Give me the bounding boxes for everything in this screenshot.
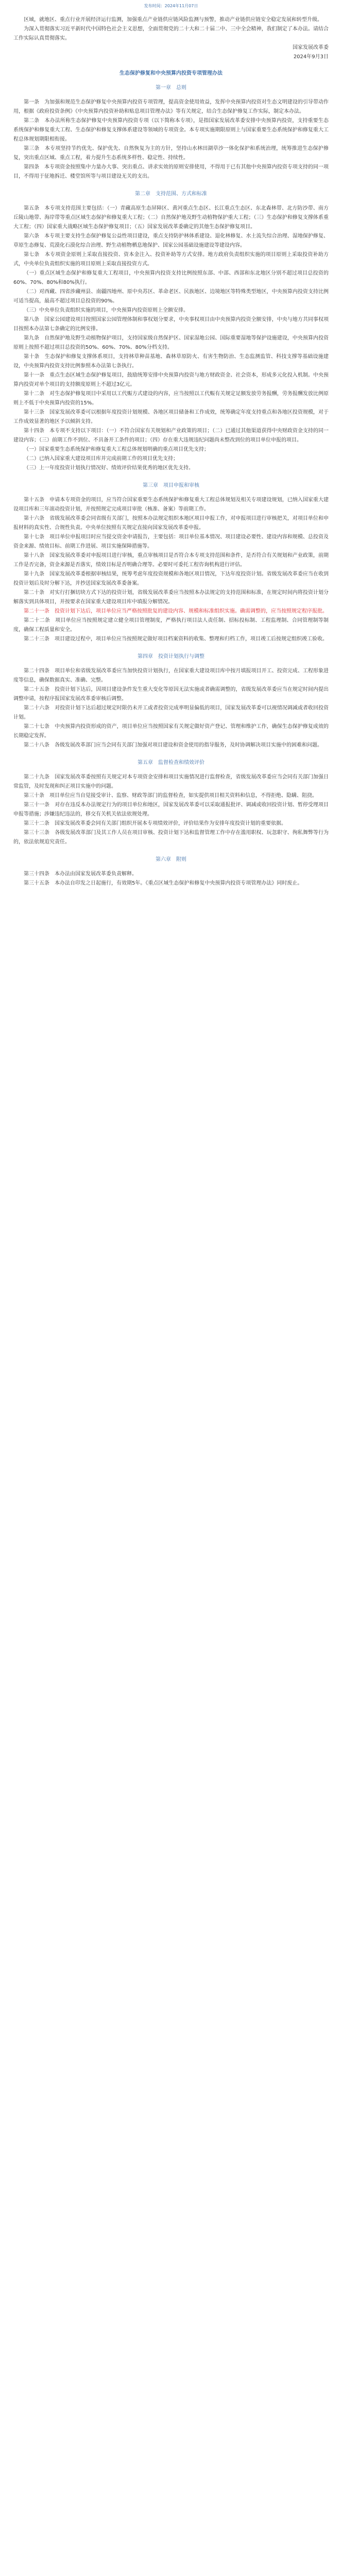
- article-paragraph: 第二十六条 对投资计划下达后超过规定时限仍未开工或者投资完成率明显偏低的项目，国家发展改革委可以视情况调减或者收回投资计划。: [13, 705, 329, 720]
- article-paragraph: （二）已纳入国家重大建设项目库并完成前期工作的项目优先支持；: [24, 456, 178, 462]
- chapter-heading: 第三章 项目申报和审核: [143, 483, 199, 488]
- chapter-spacer: [13, 473, 329, 477]
- chapter-section: [13, 481, 329, 648]
- chapter-heading: 第五章 监督检查和绩效评价: [138, 760, 204, 766]
- publish-meta: 发布时间：2024年11月07日: [144, 4, 198, 8]
- article-paragraph: 第三十二条 国家发展改革委会同有关部门组织开展本专项绩效评价，评价结果作为安排年度投资计划的重要依据。: [24, 821, 286, 826]
- article-paragraph: 第二十三条 项目建设过程中，项目单位应当按照规定做好项目档案资料的收集、整理和归档工作，项目竣工后按规定组织竣工验收。: [24, 636, 328, 642]
- article-paragraph: 第二十二条 项目单位应当按照规定建立健全项目管理制度，严格执行项目法人责任制、招标投标制、工程监理制、合同管理制等制度，确保工程质量和安全。: [13, 618, 329, 633]
- article-paragraph: （一）重点区域生态保护和修复重大工程项目，中央预算内投资支持比例按照东部、中部、西部和东北地区分别不超过项目总投资的60%、70%、80%和80%执行。: [13, 270, 329, 285]
- chapter-spacer: [13, 888, 329, 892]
- chapter-heading: 第一章 总则: [156, 85, 186, 91]
- article-paragraph: 第三十条 项目单位应当自觉接受审计、监察、财政等部门的监督检查，如实提供项目相关资料和信息，不得拒绝、隐瞒、阻挠。: [24, 793, 317, 799]
- issue-date: 2024年9月3日: [293, 54, 329, 60]
- article-paragraph: 第六条 本专项主要支持生态保护修复公益性项目建设，重点支持防护林体系建设、退化林修复、水土流失综合治理、湿地保护修复、草原生态修复、荒漠化石漠化综合治理、野生动植物栖息地保护、国家公园基础设施建设等建设内容。: [13, 233, 329, 248]
- article-paragraph: 第十八条 国家发展改革委对申报项目进行审核，重点审核项目是否符合本专项支持范围和条件，是否符合有关规划和产业政策，前期工作是否完备，资金来源是否落实，绩效目标是否明确合理等。必要时可委托工程咨询机构进行评估。: [13, 553, 329, 568]
- chapter-heading: 第六章 附则: [156, 857, 186, 862]
- article-paragraph: 第二十七条 中央预算内投资形成的资产，项目单位应当按照国家有关规定做好资产登记、管理和维护工作，确保生态保护修复成效的长期稳定发挥。: [13, 724, 329, 739]
- chapter-section: [13, 652, 329, 754]
- chapter-section: [13, 758, 329, 851]
- article-paragraph: 第二十九条 国家发展改革委按照有关规定对本专项资金安排和项目实施情况进行监督检查，省级发展改革委应当会同有关部门加强日常监管，及时发现和纠正项目实施中的问题。: [13, 774, 329, 789]
- article-paragraph: （二）对西藏、四省涉藏州县、南疆四地州、原中央苏区、革命老区、民族地区、边境地区等特殊类型地区，中央预算内投资支持比例可适当提高，最高不超过项目总投资的90%。: [13, 289, 329, 304]
- article-paragraph: 第四条 本专项资金按照集中力量办大事、突出重点、讲求实效的原则安排使用，不得用于已有其他中央预算内投资专项支持的同一项目，不得用于征地拆迁、楼堂馆所等与项目建设无关的支出。: [13, 164, 329, 179]
- article-paragraph: 第二十五条 投资计划下达后，因项目建设条件发生重大变化等原因无法实施或者确需调整的，省级发展改革委应当在规定时间内提出调整申请，按程序报国家发展改革委审核后调整。: [13, 687, 329, 702]
- chapter-section: [13, 190, 329, 477]
- article-paragraph: 第三十三条 各级发展改革部门及其工作人员在项目审核、投资计划下达和监督管理工作中存在滥用职权、玩忽职守、徇私舞弊等行为的，依法依规追究责任。: [13, 830, 329, 845]
- chapter-section: [13, 83, 329, 185]
- article-paragraph: 第十条 生态保护和修复支撑体系项目，支持林草种苗基地、森林草原防火、有害生物防治、生态监测监管、科技支撑等基础设施建设，中央预算内投资支持比例参照本办法第七条执行。: [13, 354, 329, 369]
- article-paragraph: 第五条 本专项支持范围主要包括：（一）青藏高原生态屏障区、黄河重点生态区、长江重点生态区、东北森林带、北方防沙带、南方丘陵山地带、海岸带等重点区域生态保护和修复重大工程；（二）自然保护地及野生动植物保护重大工程；（三）生态保护和修复支撑体系重大工程；（四）国家重大战略区域生态保护修复项目；（五）国家发展改革委确定的其他生态保护修复项目。: [13, 206, 329, 230]
- article-paragraph: 第二十条 对实行打捆切块方式下达的投资计划，省级发展改革委应当按照本办法规定的支持范围和标准，在规定时间内将投资计划分解落实到具体项目，并按要求在国家重大建设项目库中填报分解情况。: [13, 590, 329, 605]
- article-paragraph: 第十九条 国家发展改革委根据审核结果，统筹考虑年度投资规模和各地区项目情况，下达年度投资计划。省级发展改革委应当在收到投资计划后及时分解下达，并抄送国家发展改革委备案。: [13, 571, 329, 586]
- article-paragraph: 第十二条 对生态保护修复项目中采用以工代赈方式建设的内容，应当按照以工代赈有关规定足额发放劳务报酬，劳务报酬发放比例原则上不低于中央预算内投资的15%。: [13, 391, 329, 406]
- chapter-spacer: [13, 644, 329, 648]
- article-paragraph: 第三十五条 本办法自印发之日起施行，有效期5年。《重点区域生态保护和修复中央预算内投资专项管理办法》同时废止。: [24, 880, 303, 886]
- article-paragraph: （三）中央单位负责组织实施的项目，中央预算内投资原则上全额安排。: [24, 308, 189, 313]
- intro-paragraph: 区域，就地区、重点行业开展经济运行监测，加强重点产业链供应链风险监测与预警，推动产业链供应链安全稳定发展和转型升级。: [24, 17, 322, 23]
- article-paragraph: 第三十四条 本办法由国家发展改革委负责解释。: [24, 871, 137, 877]
- chapters-container: [13, 83, 329, 892]
- chapter-heading: 第四章 投资计划执行与调整: [138, 654, 204, 659]
- article-paragraph: 第二十八条 各级发展改革部门应当会同有关部门加强对项目建设和资金使用的指导服务，及时协调解决项目实施中的困难和问题。: [24, 742, 322, 748]
- issuer: 国家发展改革委: [293, 45, 329, 50]
- article-paragraph: 第十五条 申请本专项资金的项目，应当符合国家重要生态系统保护和修复重大工程总体规划及相关专项建设规划，已纳入国家重大建设项目库和三年滚动投资计划，并按照规定完成项目审批（核准、备案）等前期工作。: [13, 497, 329, 512]
- intro-section: [13, 15, 329, 43]
- article-paragraph: 第八条 国家公园建设项目按照国家公园管理体制和事权划分要求，中央事权项目由中央预算内投资全额安排，中央与地方共同事权项目按照本办法第七条确定的比例安排。: [13, 317, 329, 332]
- article-paragraph: 第三条 本专项坚持节约优先、保护优先、自然恢复为主的方针，坚持山水林田湖草沙一体化保护和系统治理，统筹推进生态保护修复，突出重点区域、重点工程，着力提升生态系统多样性、稳定性、持续性。: [13, 146, 329, 161]
- intro-paragraph: 为深入贯彻落实习近平新时代中国特色社会主义思想，全面贯彻党的二十大和二十届二中、三中全会精神，我们制定了本办法。请结合工作实际认真贯彻落实。: [13, 26, 329, 41]
- chapter-heading: 第二章 支持范围、方式和标准: [135, 191, 207, 197]
- chapter-section: [13, 855, 329, 892]
- article-paragraph: 第七条 本专项资金原则上采取直接投资、资本金注入、投资补助等方式安排。地方政府负责组织实施的项目原则上采取投资补助方式，中央单位负责组织实施的项目原则上采取直接投资方式。: [13, 252, 329, 267]
- article-paragraph: 第十三条 国家发展改革委可以根据年度投资计划规模、各地区项目储备和工作成效，统筹确定年度支持重点和各地区投资规模，对于工作成效显著的地区予以倾斜支持。: [13, 410, 329, 425]
- article-paragraph: （一）国家重要生态系统保护和修复重大工程总体规划明确的重点项目优先支持；: [24, 447, 209, 452]
- chapter-spacer: [13, 750, 329, 754]
- article-paragraph: 第二十四条 项目单位和省级发展改革委应当加快投资计划执行，在国家重大建设项目库中按月填报项目开工、投资完成、工程形象进度等信息，确保数据真实、准确、完整。: [13, 668, 329, 683]
- article-paragraph: 第三十一条 对存在违反本办法规定行为的项目单位和地区，国家发展改革委可以采取通报批评、调减或收回投资计划、暂停受理项目申报等措施；涉嫌违纪违法的，移交有关机关依法依规处理。: [13, 802, 329, 817]
- chapter-spacer: [13, 181, 329, 185]
- article-paragraph: 第二十一条 投资计划下达后，项目单位应当严格按照批复的建设内容、规模和标准组织实施。确需调整的，应当按照规定程序报批。: [24, 608, 328, 614]
- article-paragraph: 第十四条 本专项不支持以下项目：（一）不符合国家有关规划和产业政策的项目；（二）已通过其他渠道获得中央财政资金支持的同一建设内容；（三）前期工作不到位、不具备开工条件的项目；（四）存在重大违规违纪问题尚未整改到位的项目单位申报的项目。: [13, 428, 329, 443]
- article-paragraph: 第二条 本办法所称生态保护修复中央预算内投资专项（以下简称本专项），是指国家发展改革委安排中央预算内投资，支持重要生态系统保护和修复重大工程、生态保护和修复支撑体系建设等领域的专项资金。本专项实施期限原则上与国家重要生态系统保护和修复重大工程总体规划期限相衔接。: [13, 118, 329, 142]
- chapter-spacer: [13, 847, 329, 851]
- article-paragraph: 第十七条 项目单位申报项目时应当提交资金申请报告，主要包括：项目单位基本情况、项目建设必要性、建设内容和规模、总投资及资金来源、绩效目标、前期工作进展、项目实施保障措施等。: [13, 534, 329, 549]
- article-paragraph: 第十一条 重点生态区域生态保护修复项目，鼓励统筹安排中央预算内投资与地方财政资金、社会资本，形成多元化投入机制。中央预算内投资对单个项目的支持额度原则上不超过3亿元。: [13, 372, 329, 387]
- article-paragraph: 第九条 自然保护地及野生动植物保护项目，支持国家级自然保护区、国家湿地公园、国际重要湿地等保护设施建设，中央预算内投资原则上按照不超过项目总投资的50%、60%、70%、80%分档支持。: [13, 335, 329, 350]
- document-title: 生态保护修复和中央预算内投资专项管理办法: [119, 71, 223, 76]
- article-paragraph: 第一条 为加强和规范生态保护修复中央预算内投资专项管理，提高资金使用效益，发挥中央预算内投资对生态文明建设的引导带动作用，根据《政府投资条例》《中央预算内投资补助和贴息项目管理办法》等有关规定，结合生态保护修复工作实际，制定本办法。: [13, 99, 329, 114]
- article-paragraph: 第十六条 省级发展改革委会同省级有关部门，按照本办法规定组织本地区项目申报工作，对申报项目进行审核把关，对项目单位和申报材料的真实性、合规性负责。中央单位按照有关规定直接向国家发展改革委申报。: [13, 516, 329, 531]
- article-paragraph: （三）上一年度投资计划执行情况好、绩效评价结果优秀的地区优先支持。: [24, 465, 194, 471]
